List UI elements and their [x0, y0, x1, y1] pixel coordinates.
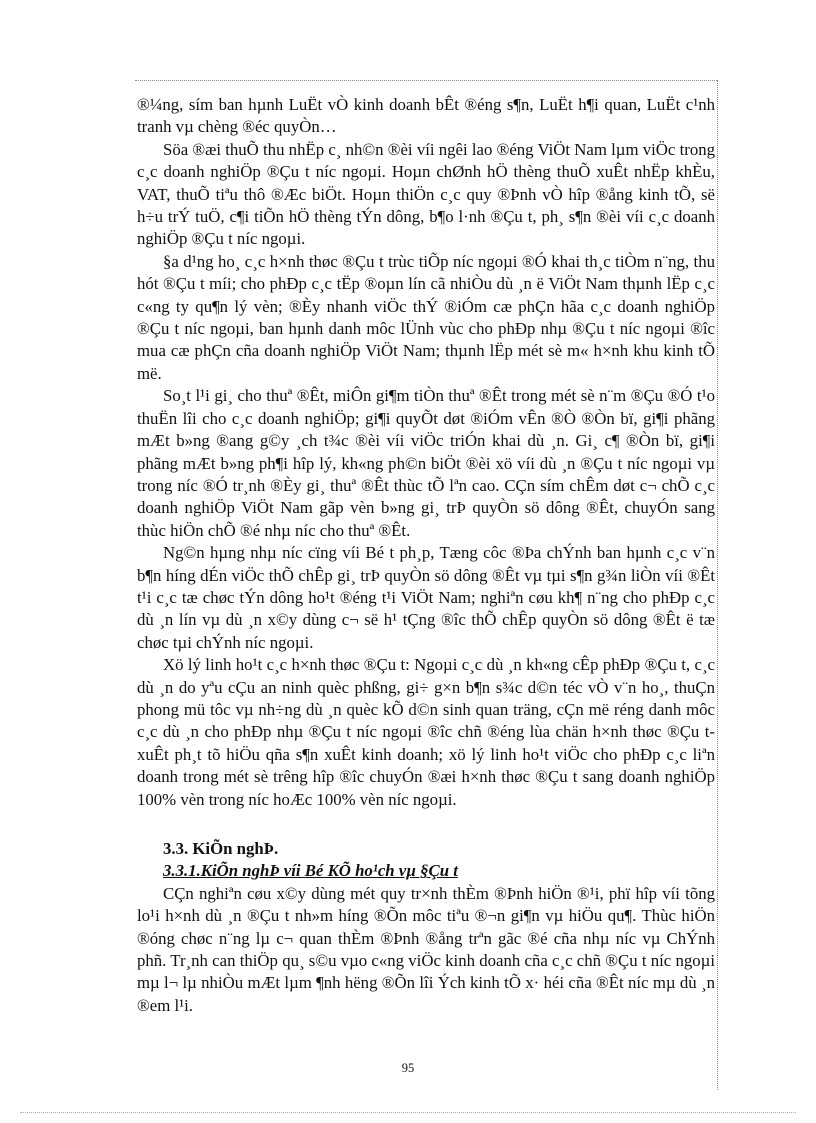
paragraph-2: Söa ®æi thuÕ thu nhËp c¸ nh©n ®èi víi ngêi lao ®éng ViÖt Nam lµm viÖc trong c¸c doanh nghiÖp ®Çu t níc ngoµi. Hoµn chØnh hÖ thèng thuÕ xuÊt nhËp khÈu, VAT, thuÕ tiªu thô ®Æc biÖt. Hoµn thiÖn c¸c quy ®Þnh vÒ hîp ®ång kinh tÕ, së h÷u trÝ tuÖ, c¶i tiÕn hÖ thèng tÝn dông, b¶o l·nh ®Çu t, ph¸ s¶n ®èi víi c¸c doanh nghiÖp ®Çu t níc ngoµi. [137, 139, 715, 249]
page-bottom-divider [20, 1112, 796, 1113]
page-frame-top-border [135, 80, 717, 81]
page-number: 95 [401, 1061, 415, 1075]
paragraph-5: Ng©n hµng nhµ níc cïng víi Bé t ph¸p, Tæng côc ®Þa chÝnh ban hµnh c¸c v¨n b¶n híng dÉn viÖc thÕ chÊp gi¸ trÞ quyÒn sö dông ®Êt vµ tµi s¶n g¾n liÒn víi ®Êt t¹i c¸c tæ chøc tÝn dông ho¹t ®éng t¹i ViÖt Nam; nghiªn cøu kh¶ n¨ng cho phÐp c¸c dù ¸n lín vµ dù ¸n x©y dùng c¬ së h¹ tÇng ®îc thÕ chÊp quyÒn sö dông ®Êt ë tæ chøc tµi chÝnh níc ngoµi. [137, 543, 715, 652]
document-body [137, 94, 715, 1017]
subsection-heading: 3.3.1.KiÕn nghÞ víi Bé KÕ ho¹ch vµ §Çu t [163, 861, 458, 881]
paragraph-1: ®¼ng, sím ban hµnh LuËt vÒ kinh doanh bÊt ®éng s¶n, LuËt h¶i quan, LuËt c¹nh tranh vµ chèng ®éc quyÒn… [137, 95, 715, 137]
section-heading: 3.3. KiÕn nghÞ. [163, 839, 279, 858]
paragraph-6: Xö lý linh ho¹t c¸c h×nh thøc ®Çu t: Ngoµi c¸c dù ¸n kh«ng cÊp phÐp ®Çu t, c¸c dù ¸n do yªu cÇu an ninh quèc phßng, gi÷ g×n b¶n s¾c d©n téc vÒ v¨n ho¸, thuÇn phong mü tôc vµ nh÷ng dù ¸n quèc kÕ d©n sinh quan träng, cÇn më réng danh môc c¸c dù ¸n cho phÐp nhµ ®Çu t níc ngoµi ®îc chñ ®éng lùa chän h×nh thøc ®Çu t xuÊt ph¸t tõ hiÖu qña s¶n xuÊt kinh doanh; xö lý linh ho¹t viÖc cho phÐp c¸c liªn doanh trong mét sè trêng hîp ®îc chuyÓn ®æi h×nh thøc ®Çu t sang doanh nghiÖp 100% vèn trong níc hoÆc 100% vèn níc ngoµi. [137, 655, 715, 809]
closing-paragraph: CÇn nghiªn cøu x©y dùng mét quy tr×nh thÈm ®Þnh hiÖn ®¹i, phï hîp víi tõng lo¹i h×nh dù ¸n ®Çu t nh»m híng ®Õn môc tiªu ®¬n gi¶n vµ hiÖu qu¶. Thùc hiÖn ®óng chøc n¨ng lµ c¬ quan thÈm ®Þnh ®ång trªn gãc ®é cña nhµ níc vµ ChÝnh phñ. Tr¸nh can thiÖp qu¸ s©u vµo c«ng viÖc kinh doanh cña c¸c chñ ®Çu t níc ngoµi mµ l¬ lµ nhiÒu mÆt lµm ¶nh hëng ®Õn lîi Ých kinh tÕ x· héi cña ®Êt níc mµ dù ¸n ®em l¹i. [137, 883, 715, 1015]
paragraph-3: §a d¹ng ho¸ c¸c h×nh thøc ®Çu t trùc tiÕp níc ngoµi ®Ó khai th¸c tiÒm n¨ng, thu hót ®Çu t míi; cho phÐp c¸c tËp ®oµn lín cã nhiÒu dù ¸n ë ViÖt Nam thµnh lËp c¸c c«ng ty qu¶n lý vèn; ®Èy nhanh viÖc thÝ ®iÓm cæ phÇn hãa c¸c doanh nghiÖp ®Çu t níc ngoµi, ban hµnh danh môc lÜnh vùc cho phÐp nhµ ®Çu t níc ngoµi ®îc mua cæ phÇn cña doanh nghiÖp ViÖt Nam; thµnh lËp mét sè m« h×nh khu kinh tÕ më. [137, 251, 715, 383]
page-frame-right-border [717, 80, 718, 1090]
paragraph-4: So¸t l¹i gi¸ cho thuª ®Êt, miÔn gi¶m tiÒn thuª ®Êt trong mét sè n¨m ®Çu ®Ó t¹o thuËn lîi cho c¸c doanh nghiÖp; gi¶i quyÕt døt ®iÓm vÊn ®Ò ®Òn bï, gi¶i phãng mÆt b»ng ®ang g©y ¸ch t¾c ®èi víi viÖc triÓn khai dù ¸n. Gi¸ c¶ ®Òn bï, gi¶i phãng mÆt b»ng ph¶i hîp lý, kh«ng ph©n biÖt ®èi xö víi dù ¸n ®Çu t níc ngoµi vµ trong níc ®Ó tr¸nh ®Èy gi¸ thuª ®Êt thùc tÕ lªn cao. CÇn sím chÊm døt c¬ chÕ c¸c doanh nghiÖp ViÖt Nam gãp vèn b»ng gi¸ trÞ quyÒn sö dông ®Êt, chuyÓn sang thùc hiÖn chÕ ®é nhµ níc cho thuª ®Êt. [137, 386, 715, 540]
